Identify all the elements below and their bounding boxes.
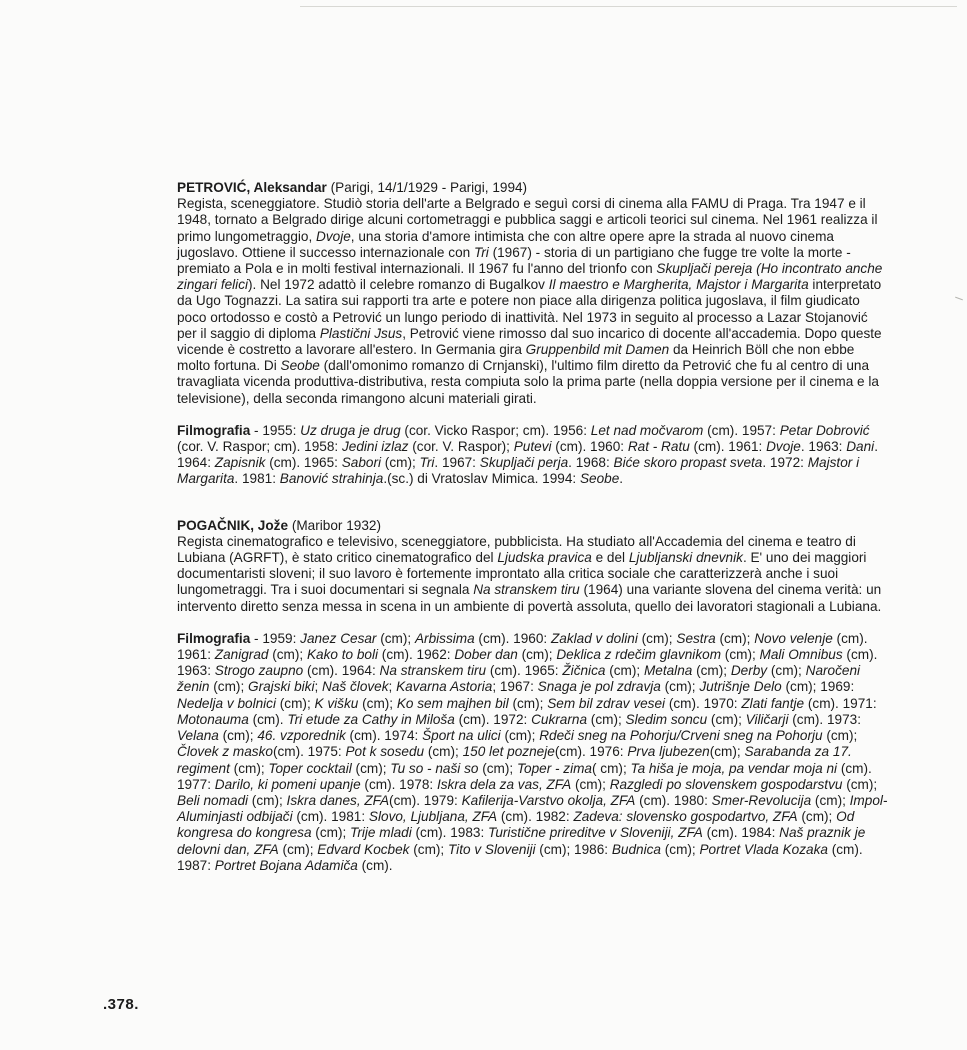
body-text: (cm); <box>248 792 287 808</box>
body-text: . E' uno dei maggiori documentaristi sloveni; il suo lavoro è fortemente improntato alla critica sociale che caratterizzerà anche i suoi lungometraggi. Tra i suoi documentari si segnala <box>177 550 867 598</box>
italic-title-text: Deklica z rdečim glavnikom <box>556 647 722 663</box>
italic-title-text: Mali Omnibus <box>759 647 843 663</box>
body-text: . 1964: <box>177 439 878 471</box>
body-text: (cor. V. Raspor; cm). 1958: <box>177 439 342 455</box>
body-text: Regista cinematografico e televisivo, sceneggiatore, pubblicista. Ha studiato all'Accademia del cinema e teatro di Lubiana (AGRFT), è stato critico cinematografico del <box>177 533 856 566</box>
body-text: da Heinrich Böll che non ebbe molto fortuna. Di <box>177 342 855 374</box>
italic-title-text: Naročeni ženin <box>177 663 861 695</box>
italic-title-text: Portret Vlada Kozaka <box>699 841 828 857</box>
body-text: (cm). 1961: <box>689 439 767 455</box>
body-text: (cm); <box>209 679 249 695</box>
italic-title-text: Naš človek <box>322 679 389 695</box>
italic-title-text: Tri etude za Cathy in Miloša <box>287 711 455 727</box>
entry-bio <box>177 180 889 407</box>
italic-title-text: Ljudska pravica <box>497 550 592 566</box>
page-content <box>177 180 889 874</box>
body-text: (cm). 1961: <box>177 630 868 663</box>
italic-title-text: Uz druga je drug <box>300 422 401 438</box>
body-text: (cm). 1964: <box>303 663 380 679</box>
body-text: ; <box>388 679 397 695</box>
italic-title-text: Na stranskem tiru <box>379 663 487 679</box>
italic-title-text: Sledim soncu <box>625 711 708 727</box>
italic-title-text: Arbissima <box>414 630 475 646</box>
italic-title-text: Ko sem majhen bil <box>396 695 509 711</box>
body-text: (cm); <box>721 647 760 663</box>
body-text: , Petrović viene rimosso dal suo incarico di docente all'accademia. Dopo queste vicende è costretto a lavorare all'estero. In Germania gira <box>177 325 882 358</box>
italic-title-text: Dvoje <box>316 228 351 244</box>
italic-title-text: Tu so - naši so <box>390 760 479 776</box>
body-text: (cm); <box>311 825 351 841</box>
body-text: (cm); <box>276 695 315 711</box>
body-text: (cm); <box>351 760 391 776</box>
body-text: (cm); <box>376 630 415 646</box>
body-text: (cm); <box>605 663 644 679</box>
body-text: (cm). 1987: <box>177 841 863 873</box>
italic-title-text: Sarabanda za 17. regiment <box>177 744 852 776</box>
body-text: (cm). 1975: <box>272 744 346 760</box>
body-text: (cm); <box>218 728 258 744</box>
body-text: (cm). 1976: <box>554 744 628 760</box>
italic-title-text: Kafilerija-Varstvo okolja, ZFA <box>461 792 636 808</box>
body-text: (cm); <box>587 711 626 727</box>
italic-title-text: Seobe <box>579 471 620 487</box>
italic-title-text: Portret Bojana Adamiča <box>214 857 358 873</box>
body-text: (cm). 1978: <box>360 776 437 792</box>
body-text: (cm). 1971: <box>804 695 877 711</box>
body-text: - 1959: <box>250 630 301 646</box>
entry-filmography <box>177 423 889 488</box>
entry-filmography <box>177 631 889 874</box>
italic-title-text: Beli nomadi <box>177 792 249 808</box>
italic-title-text: Cukrarna <box>531 711 588 727</box>
filmography-label: Filmografia <box>177 630 251 646</box>
body-text: , una storia d'amore intimista che con altre opere apre la strada al nuovo cinema jugoslavo. Ottiene il successo internazionale con <box>177 228 834 260</box>
body-text: (cm); <box>268 647 307 663</box>
italic-title-text: Ho incontrato anche zingari felici <box>177 261 883 293</box>
italic-title-text: 150 let pozneje <box>462 744 555 760</box>
body-text: (cm). 1982: <box>497 809 574 825</box>
italic-title-text: Let nad močvarom <box>590 422 704 438</box>
italic-title-text: Slovo, Ljubljana, ZFA <box>368 809 498 825</box>
body-text: (cm); <box>229 760 269 776</box>
body-text: (cm). 1984: <box>702 825 780 841</box>
italic-title-text: Janez Cesar <box>300 630 377 646</box>
body-text: (cm). 1979: <box>389 792 462 808</box>
body-text: (cm); <box>707 711 746 727</box>
body-text: (cm). <box>357 857 393 873</box>
filmography-text <box>177 423 878 487</box>
filmography-text <box>177 631 887 873</box>
italic-title-text: Petar Dobrović <box>779 422 870 438</box>
body-text: (cm); <box>692 663 731 679</box>
italic-title-text: Velana <box>177 728 219 744</box>
italic-title-text: Derby <box>730 663 768 679</box>
italic-title-text: Žičnica <box>562 663 606 679</box>
body-text: (cm). 1980: <box>635 792 712 808</box>
italic-title-text: Motonauma <box>177 711 249 727</box>
body-text: (cm); <box>517 647 557 663</box>
italic-title-text: Naš praznik je delovni dan, ZFA <box>177 825 866 857</box>
body-text: (cm); <box>660 841 700 857</box>
body-text: . 1981: <box>234 471 280 487</box>
italic-title-text: Smer-Revolucija <box>711 792 812 808</box>
italic-title-text: Rdeči sneg na Pohorju/Crveni sneg na Pohorju <box>539 728 823 744</box>
body-text: . <box>619 471 624 487</box>
body-text: (cm); <box>637 630 677 646</box>
italic-title-text: Darilo, ki pomeni upanje <box>214 776 361 792</box>
body-text: (cm); <box>822 728 858 744</box>
italic-title-text: Nedelja v bolnici <box>177 695 276 711</box>
italic-title-text: Metalna <box>643 663 693 679</box>
italic-title-text: Kako to boli <box>306 647 379 663</box>
body-text: (cm); 1969: <box>781 679 855 695</box>
body-text: (cm); <box>500 728 540 744</box>
body-text: (cm); <box>660 679 700 695</box>
entry-bio-text <box>177 534 881 614</box>
italic-title-text: 46. vzporednik <box>257 728 346 744</box>
body-text: interpretato da Ugo Tognazzi. La satira sui rapporti tra arte e potere non piace alla dirigenza politica jugoslava, il film giudicato poco ortodosso e costò a Petrović un lungo periodo di inattività. Nel 1973 in seguito al processo a Lazar Stojanović per il saggio di diploma <box>177 277 882 341</box>
body-text: (cm); <box>278 841 318 857</box>
italic-title-text: Plastični Jsus <box>319 325 403 341</box>
body-text: (cm). 1962: <box>378 647 455 663</box>
italic-title-text: Ta hiša je moja, pa vendar moja ni <box>630 760 838 776</box>
italic-title-text: Gruppenbild mit Damen <box>525 342 670 358</box>
body-text: ; <box>314 679 323 695</box>
italic-title-text: Iskra dela za vas, ZFA <box>436 776 572 792</box>
body-text: (cm); <box>715 630 755 646</box>
italic-title-text: Sabori <box>341 455 382 471</box>
italic-title-text: Trije mladi <box>350 825 412 841</box>
page-number: .378. <box>103 996 139 1013</box>
italic-title-text: Il maestro e Margherita, Majstor i Margarita <box>548 277 809 293</box>
italic-title-text: Jedini izlaz <box>341 439 409 455</box>
entry-dates: (Parigi, 14/1/1929 - Parigi, 1994) <box>326 180 528 195</box>
top-edge-rule <box>300 6 957 7</box>
body-text: (cm); <box>478 760 517 776</box>
italic-title-text: Prva ljubezen <box>627 744 710 760</box>
body-text: (dall'omonimo romanzo di Crnjanski), l'ultimo film diretto da Petrović che fu al centro di una travagliata vicenda produttiva-distributiva, resta compiuta solo la prima parte (nella doppia versione per il cinema e la televisione), della seconda rimangono alcuni materiali girati. <box>177 358 879 406</box>
italic-title-text: Seobe <box>280 358 320 374</box>
body-text: (cor. Vicko Raspor; cm). 1956: <box>400 422 591 438</box>
body-text: (cm); <box>358 695 397 711</box>
italic-title-text: Novo velenje <box>754 630 833 646</box>
body-text: (cm). 1973: <box>788 711 862 727</box>
body-text: (cm). 1970: <box>665 695 742 711</box>
body-text: (cm). 1974: <box>345 728 423 744</box>
italic-title-text: Tri <box>473 244 489 260</box>
italic-title-text: K višku <box>314 695 359 711</box>
body-text: (cm); <box>571 776 610 792</box>
body-text: (cor. V. Raspor); <box>408 439 514 455</box>
entry-dates: (Maribor 1932) <box>288 517 381 533</box>
body-text: . 1963: <box>800 439 847 455</box>
body-text: (cm); 1986: <box>535 841 612 857</box>
italic-title-text: Dvoje <box>766 439 801 455</box>
italic-title-text: Dober dan <box>454 647 518 663</box>
italic-title-text: Zadeva: slovensko gospodartvo, ZFA <box>573 809 798 825</box>
italic-title-text: Sestra <box>676 630 716 646</box>
italic-title-text: Tri <box>419 455 435 471</box>
italic-title-text: Sem bil zdrav vesei <box>547 695 666 711</box>
italic-title-text: Zapisnik <box>214 455 266 471</box>
italic-title-text: Iskra danes, ZFA <box>286 792 390 808</box>
entry-name: POGAČNIK, Jože <box>177 517 289 533</box>
body-text: - 1955: <box>250 422 301 438</box>
body-text: (cm); <box>424 744 463 760</box>
body-text: (cm); <box>842 776 878 792</box>
entry-petrovic <box>177 180 889 488</box>
italic-title-text: Človek z masko <box>177 744 273 760</box>
body-text: Regista, sceneggiatore. Studiò storia dell'arte a Belgrado e seguì corsi di cinema alla FAMU di Praga. Tra 1947 e il 1948, tornato a Belgrado dirige alcuni cortometraggi e pubblica saggi e articoli teorici sul cinema. Nel 1961 realizza il primo lungometraggio, <box>177 196 878 244</box>
body-text: ). Nel 1972 adattò il celebre romanzo di Bugalkov <box>248 277 549 293</box>
body-text: (cm); <box>508 695 548 711</box>
italic-title-text: Na stranskem tiru <box>473 582 580 598</box>
body-text: .(sc.) di Vratoslav Mimica. 1994: <box>383 471 580 487</box>
italic-title-text: Budnica <box>611 841 661 857</box>
italic-title-text: Skupljači pereja <box>656 261 753 277</box>
body-text: . 1967: <box>434 455 480 471</box>
body-text: (cm). 1957: <box>703 422 780 438</box>
italic-title-text: Ljubljanski dnevnik <box>628 550 743 566</box>
body-text: (cm). 1972: <box>454 711 532 727</box>
italic-title-text: Edvard Kocbek <box>317 841 410 857</box>
body-text: (1967) - storia di un partigiano che fugge tre volte la morte - premiato a Pola e in molti festival internazionali. Il 1967 fu l'anno del trionfo con <box>177 244 851 277</box>
filmography-label: Filmografia <box>177 422 251 438</box>
entry-bio <box>177 518 889 615</box>
italic-title-text: Majstor i Margarita <box>177 455 860 487</box>
italic-title-text: Viličarji <box>745 711 789 727</box>
italic-title-text: Jutrišnje Delo <box>699 679 782 695</box>
italic-title-text: Skupljači perja <box>479 455 569 471</box>
italic-title-text: Toper cocktail <box>268 760 352 776</box>
italic-title-text: Šport na ulici <box>422 728 501 744</box>
body-text: (cm). 1960: <box>551 439 628 455</box>
body-text: (cm). 1977: <box>177 760 872 792</box>
italic-title-text: Razgledi po slovenskem gospodarstvu <box>609 776 843 792</box>
italic-title-text: Toper - zima <box>516 760 592 776</box>
body-text: (cm); <box>709 744 745 760</box>
margin-mark <box>955 297 963 301</box>
body-text: (cm). 1981: <box>292 809 369 825</box>
italic-title-text: Tito v Sloveniji <box>448 841 536 857</box>
italic-title-text: Zaklad v dolini <box>550 630 638 646</box>
body-text: . 1968: <box>568 455 614 471</box>
italic-title-text: Strogo zaupno <box>214 663 304 679</box>
italic-title-text: Impol-Aluminjasti odbijači <box>177 792 888 825</box>
body-text: (cm). <box>248 711 288 727</box>
entry-bio-text <box>177 196 882 405</box>
italic-title-text: Rat - Ratu <box>627 439 690 455</box>
italic-title-text: Banović strahinja <box>279 471 384 487</box>
italic-title-text: Od kongresa do kongresa <box>177 809 855 841</box>
entry-pogacnik <box>177 518 889 874</box>
italic-title-text: Zlati fantje <box>741 695 805 711</box>
body-text: (1964) una variante slovena del cinema verità: un intervento diretto senza messa in scena in un ambiente di povertà assoluta, quello dei lavoratori stagionali a Lubiana. <box>177 582 882 614</box>
body-text: (cm). 1960: <box>474 630 551 646</box>
italic-title-text: ( <box>752 261 761 277</box>
italic-title-text: Zanigrad <box>214 647 269 663</box>
body-text: e del <box>591 550 629 566</box>
italic-title-text: Snaga je pol zdravja <box>537 679 661 695</box>
italic-title-text: Biće skoro propast sveta <box>613 455 763 471</box>
body-text: (cm). 1963: <box>177 647 878 679</box>
italic-title-text: Turistične prireditve v Sloveniji, ZFA <box>488 825 703 841</box>
body-text: ( cm); <box>592 760 631 776</box>
body-text: . 1972: <box>762 455 808 471</box>
body-text: (cm). 1965: <box>486 663 563 679</box>
italic-title-text: Kavarna Astoria <box>396 679 493 695</box>
body-text: (cm); <box>381 455 420 471</box>
body-text: (cm). 1965: <box>265 455 342 471</box>
body-text: (cm); <box>811 792 850 808</box>
italic-title-text: Pot k sosedu <box>345 744 425 760</box>
body-text: (cm). 1983: <box>411 825 489 841</box>
italic-title-text: Dani <box>846 439 875 455</box>
body-text: (cm); <box>797 809 837 825</box>
body-text: (cm); <box>767 663 806 679</box>
body-text: (cm); <box>409 841 448 857</box>
italic-title-text: Putevi <box>513 439 552 455</box>
entry-name: PETROVIĆ, Aleksandar <box>177 180 327 195</box>
italic-title-text: Grajski biki <box>248 679 315 695</box>
body-text: ; 1967: <box>492 679 538 695</box>
